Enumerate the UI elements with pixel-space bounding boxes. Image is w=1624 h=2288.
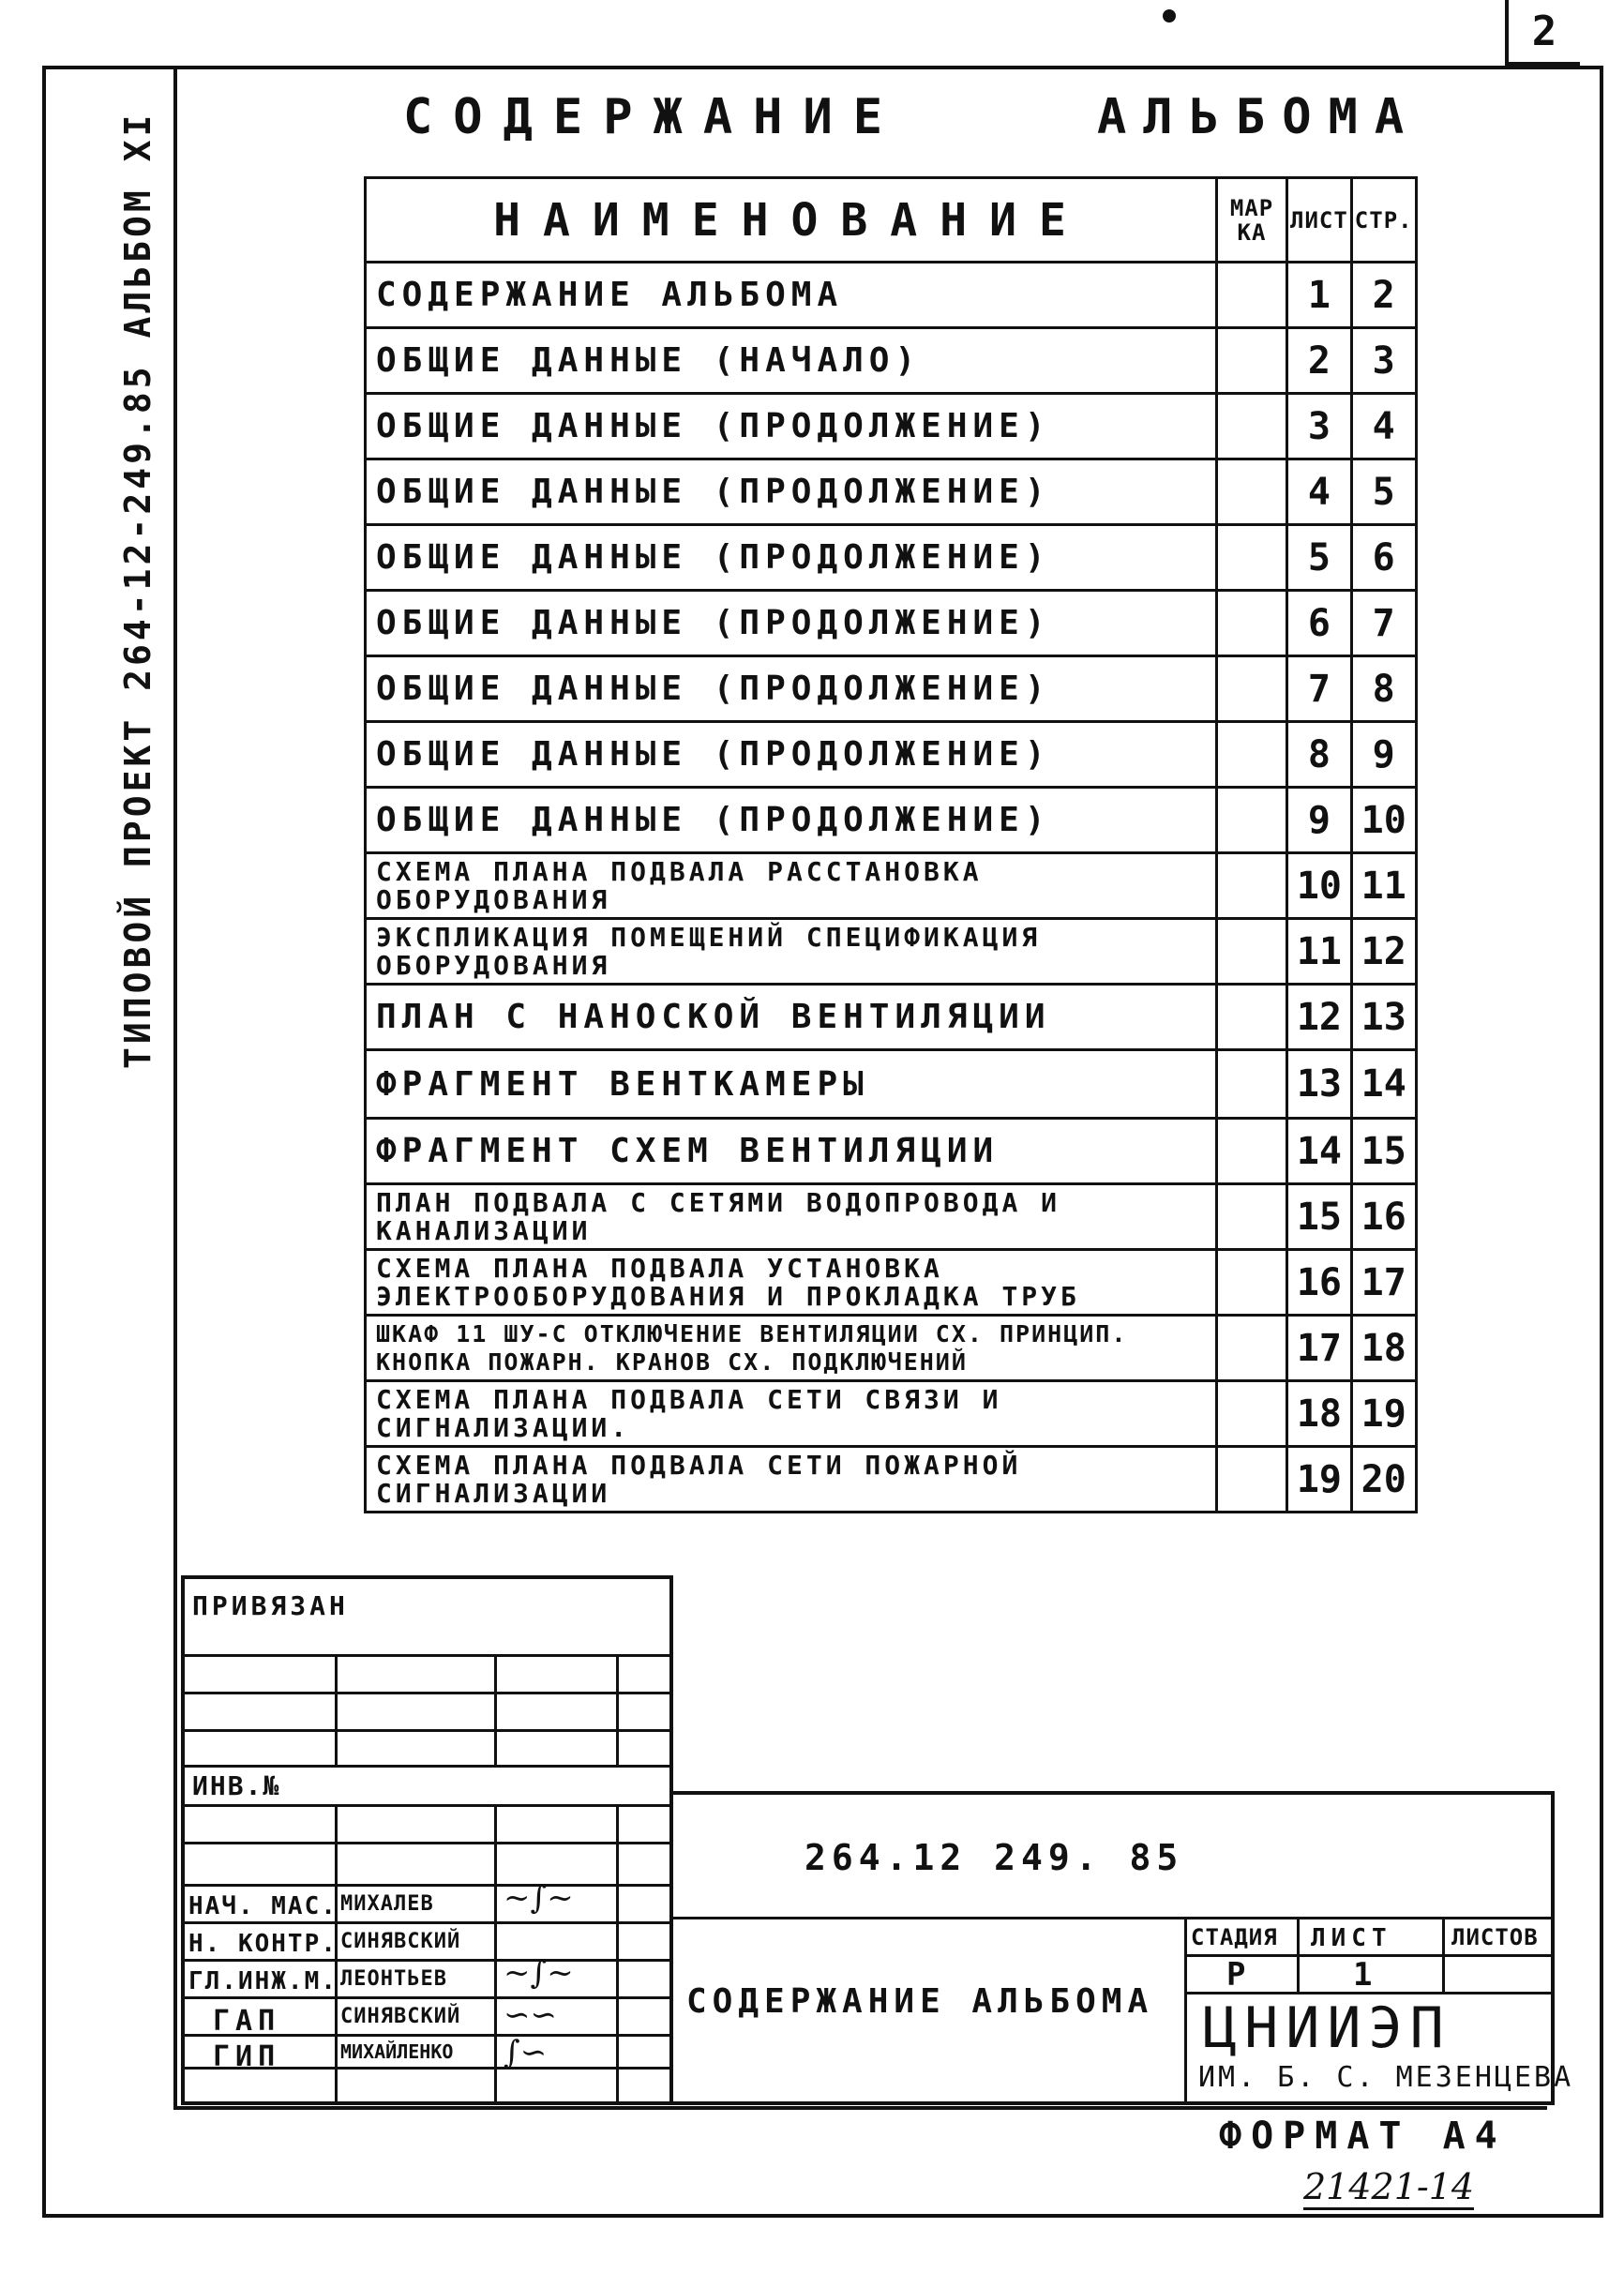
stamp-line [185, 1729, 669, 1732]
side-project-label: ТИПОВОЙ ПРОЕКТ 264-12-249.85 АЛЬБОМ XI [117, 111, 158, 1069]
row-page: 20 [1351, 1447, 1416, 1513]
row-page: 14 [1351, 1050, 1416, 1119]
table-row [366, 394, 1417, 459]
stamp-line [1297, 1917, 1300, 1992]
signatory-role: ГАП [213, 2005, 281, 2038]
document-title: СОДЕРЖАНИЕ АЛЬБОМА [686, 1982, 1154, 2021]
format-label: ФОРМАТ А4 [1219, 2115, 1507, 2158]
page-title-right: АЛЬБОМА [1097, 89, 1421, 145]
signatory-name: ЛЕОНТЬЕВ [340, 1967, 447, 1991]
row-mark [1217, 1316, 1287, 1381]
row-page: 6 [1351, 525, 1416, 591]
sheet-value: 1 [1353, 1956, 1375, 1994]
table-row [366, 722, 1417, 788]
stamp-line [616, 1654, 619, 1765]
row-mark [1217, 459, 1287, 525]
stage-header: СТАДИЯ [1191, 1924, 1278, 1950]
signatory-role: НАЧ. МАС. [188, 1892, 338, 1920]
stamp-line [185, 1804, 669, 1807]
row-sheet: 7 [1287, 656, 1352, 722]
stamp-line [1184, 1917, 1187, 2105]
signature-3: ∽∽ [504, 1996, 557, 2034]
signature-1: ~∫~ [504, 1879, 574, 1917]
row-name: ОБЩИЕ ДАННЫЕ (ПРОДОЛЖЕНИЕ) [366, 525, 1217, 591]
row-name: СХЕМА ПЛАНА ПОДВАЛА РАССТАНОВКА ОБОРУДОВАНИЯ [366, 853, 1217, 919]
stamp-line [185, 1921, 669, 1924]
row-page: 5 [1351, 459, 1416, 525]
signatory-name: МИХАЛЕВ [340, 1892, 434, 1916]
row-sheet: 1 [1287, 263, 1352, 328]
row-mark [1217, 1184, 1287, 1250]
table-row [366, 1250, 1417, 1316]
row-name: СОДЕРЖАНИЕ АЛЬБОМА [366, 263, 1217, 328]
row-page: 3 [1351, 328, 1416, 394]
signatory-name: СИНЯВСКИЙ [340, 2005, 461, 2028]
row-name: ФРАГМЕНТ ВЕНТКАМЕРЫ [366, 1050, 1217, 1119]
inventory-number: 21421-14 [1303, 2166, 1474, 2210]
row-sheet: 10 [1287, 853, 1352, 919]
row-page: 18 [1351, 1316, 1416, 1381]
signatory-name: СИНЯВСКИЙ [340, 1930, 461, 1953]
row-name: СХЕМА ПЛАНА ПОДВАЛА СЕТИ СВЯЗИ И СИГНАЛИЗАЦИИ. [366, 1381, 1217, 1447]
table-row [366, 985, 1417, 1050]
row-sheet: 18 [1287, 1381, 1352, 1447]
row-sheet: 3 [1287, 394, 1352, 459]
row-mark [1217, 1250, 1287, 1316]
table-row [366, 525, 1417, 591]
table-row [366, 853, 1417, 919]
row-sheet: 19 [1287, 1447, 1352, 1513]
row-page: 17 [1351, 1250, 1416, 1316]
row-sheet: 5 [1287, 525, 1352, 591]
signatory-role: ГИП [213, 2040, 281, 2073]
row-mark [1217, 328, 1287, 394]
table-row [366, 788, 1417, 853]
table-header-row [366, 178, 1417, 263]
stamp-line [185, 1884, 669, 1887]
row-page: 19 [1351, 1381, 1416, 1447]
stamp-line [185, 1842, 669, 1844]
signature-2: ~∫~ [504, 1954, 574, 1992]
row-mark [1217, 853, 1287, 919]
stamp-line [494, 1804, 497, 2105]
row-mark [1217, 394, 1287, 459]
inv-label: ИНВ.№ [192, 1770, 281, 1801]
table-row [366, 1184, 1417, 1250]
row-page: 8 [1351, 656, 1416, 722]
row-sheet: 4 [1287, 459, 1352, 525]
contents-table [364, 176, 1418, 1513]
row-name: ПЛАН С НАНОСКОЙ ВЕНТИЛЯЦИИ [366, 985, 1217, 1050]
row-sheet: 16 [1287, 1250, 1352, 1316]
row-mark [1217, 985, 1287, 1050]
row-name: ОБЩИЕ ДАННЫЕ (ПРОДОЛЖЕНИЕ) [366, 656, 1217, 722]
table-row [366, 591, 1417, 656]
row-page: 15 [1351, 1119, 1416, 1184]
table-row [366, 263, 1417, 328]
sheet-number: 2 [1505, 0, 1580, 66]
stamp-line [1442, 1917, 1445, 1992]
row-page: 16 [1351, 1184, 1416, 1250]
header-sheet: ЛИСТ [1287, 178, 1352, 263]
stamp-right-block [673, 1791, 1574, 2105]
row-sheet: 8 [1287, 722, 1352, 788]
signatory-role: ГЛ.ИНЖ.М. [188, 1967, 338, 1995]
table-row [366, 1381, 1417, 1447]
row-sheet: 6 [1287, 591, 1352, 656]
stamp-line [616, 1804, 619, 2105]
row-mark [1217, 1050, 1287, 1119]
signature-4: ∫∽ [504, 2034, 548, 2071]
page-title-left: СОДЕРЖАНИЕ [403, 89, 904, 145]
header-page: СТР. [1351, 178, 1416, 263]
org-name: ЦНИИЭП [1203, 1995, 1451, 2061]
row-name: СХЕМА ПЛАНА ПОДВАЛА СЕТИ ПОЖАРНОЙ СИГНАЛИЗАЦИИ [366, 1447, 1217, 1513]
row-name: ОБЩИЕ ДАННЫЕ (НАЧАЛО) [366, 328, 1217, 394]
row-page: 10 [1351, 788, 1416, 853]
row-mark [1217, 1381, 1287, 1447]
row-mark [1217, 1447, 1287, 1513]
row-name: ОБЩИЕ ДАННЫЕ (ПРОДОЛЖЕНИЕ) [366, 459, 1217, 525]
row-mark [1217, 263, 1287, 328]
stamp-line [673, 1917, 1551, 1919]
row-mark [1217, 591, 1287, 656]
stamp-line [185, 1959, 669, 1962]
row-sheet: 12 [1287, 985, 1352, 1050]
header-name: НАИМЕНОВАНИЕ [366, 178, 1217, 263]
row-mark [1217, 525, 1287, 591]
row-mark [1217, 919, 1287, 985]
header-mark: МАР КА [1217, 178, 1287, 263]
stage-value: Р [1226, 1956, 1248, 1994]
signatory-role: Н. КОНТР. [188, 1930, 338, 1958]
row-page: 13 [1351, 985, 1416, 1050]
row-sheet: 17 [1287, 1316, 1352, 1381]
row-page: 12 [1351, 919, 1416, 985]
stamp-line [494, 1654, 497, 1765]
row-sheet: 15 [1287, 1184, 1352, 1250]
document-code: 264.12 249. 85 [804, 1837, 1184, 1878]
table-row [366, 656, 1417, 722]
row-sheet: 14 [1287, 1119, 1352, 1184]
row-name: ОБЩИЕ ДАННЫЕ (ПРОДОЛЖЕНИЕ) [366, 722, 1217, 788]
table-row [366, 1316, 1417, 1381]
row-mark [1217, 788, 1287, 853]
row-name: ЭКСПЛИКАЦИЯ ПОМЕЩЕНИЙ СПЕЦИФИКАЦИЯ ОБОРУДОВАНИЯ [366, 919, 1217, 985]
table-row [366, 328, 1417, 394]
row-mark [1217, 722, 1287, 788]
row-name: ОБЩИЕ ДАННЫЕ (ПРОДОЛЖЕНИЕ) [366, 788, 1217, 853]
table-row [366, 919, 1417, 985]
sheet-header: ЛИСТ [1311, 1924, 1392, 1952]
stamp-left-block [181, 1575, 673, 2105]
signatory-name: МИХАЙЛЕНКО [340, 2040, 454, 2063]
org-subtitle: ИМ. Б. С. МЕЗЕНЦЕВА [1198, 2061, 1574, 2094]
row-sheet: 11 [1287, 919, 1352, 985]
row-name: ПЛАН ПОДВАЛА С СЕТЯМИ ВОДОПРОВОДА И КАНАЛИЗАЦИИ [366, 1184, 1217, 1250]
row-name: СХЕМА ПЛАНА ПОДВАЛА УСТАНОВКА ЭЛЕКТРООБОРУДОВАНИЯ И ПРОКЛАДКА ТРУБ [366, 1250, 1217, 1316]
table-row [366, 1447, 1417, 1513]
scan-dot [1163, 9, 1176, 23]
table-row [366, 1050, 1417, 1119]
row-name: ФРАГМЕНТ СХЕМ ВЕНТИЛЯЦИИ [366, 1119, 1217, 1184]
row-sheet: 9 [1287, 788, 1352, 853]
row-name: ОБЩИЕ ДАННЫЕ (ПРОДОЛЖЕНИЕ) [366, 394, 1217, 459]
stamp-line [185, 1654, 669, 1657]
row-page: 7 [1351, 591, 1416, 656]
row-mark [1217, 1119, 1287, 1184]
stamp-line [185, 1692, 669, 1694]
stamp-line [185, 1996, 669, 1999]
row-page: 2 [1351, 263, 1416, 328]
row-page: 11 [1351, 853, 1416, 919]
row-page: 4 [1351, 394, 1416, 459]
row-name: ОБЩИЕ ДАННЫЕ (ПРОДОЛЖЕНИЕ) [366, 591, 1217, 656]
bound-label: ПРИВЯЗАН [192, 1590, 349, 1621]
sheets-header: ЛИСТОВ [1451, 1924, 1539, 1950]
stamp-line [335, 1654, 338, 1765]
table-row [366, 1119, 1417, 1184]
table-row [366, 459, 1417, 525]
row-name: ШКАФ 11 ШУ-С ОТКЛЮЧЕНИЕ ВЕНТИЛЯЦИИ СХ. ПРИНЦИП. КНОПКА ПОЖАРН. КРАНОВ СХ. ПОДКЛЮЧЕНИЙ [366, 1316, 1217, 1381]
row-mark [1217, 656, 1287, 722]
row-sheet: 2 [1287, 328, 1352, 394]
stamp-line [185, 1765, 669, 1768]
row-page: 9 [1351, 722, 1416, 788]
row-sheet: 13 [1287, 1050, 1352, 1119]
